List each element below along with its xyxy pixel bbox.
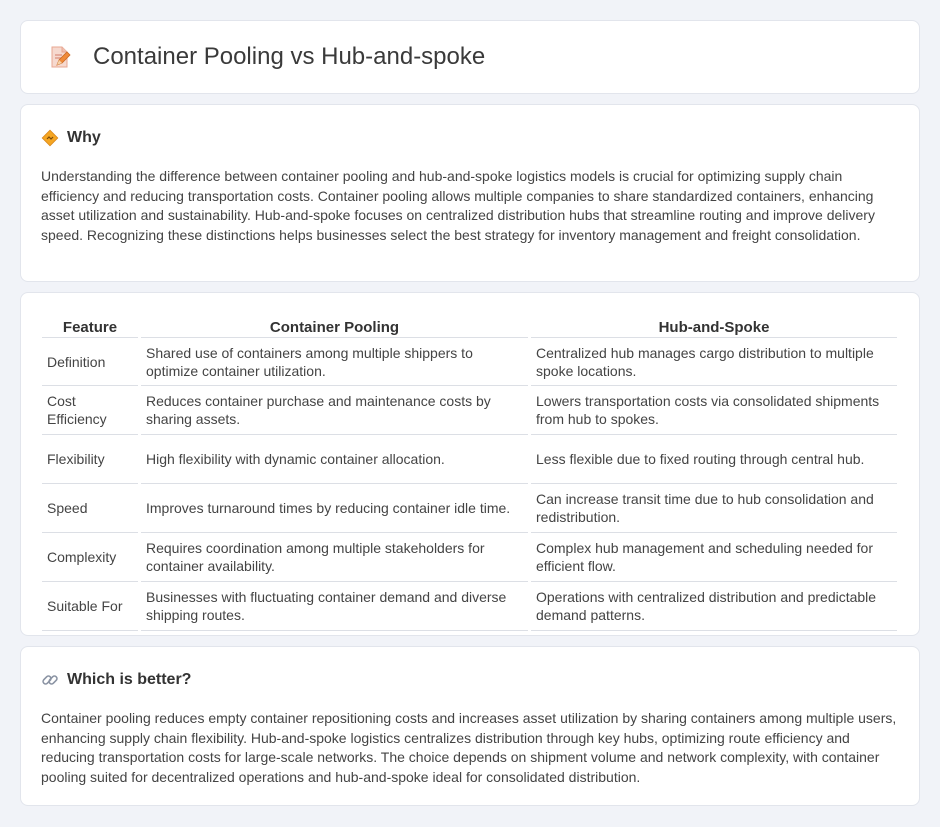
table-row: [42, 386, 897, 435]
container-pooling-cell: Shared use of containers among multiple shippers to optimize container utilization.: [141, 337, 528, 386]
feature-cell: Complexity: [42, 533, 138, 582]
table-row: [42, 337, 897, 386]
table-row: [42, 435, 897, 484]
hub-and-spoke-cell: Less flexible due to fixed routing through central hub.: [531, 435, 897, 484]
column-header: Feature: [62, 319, 118, 336]
column-header: Hub-and-Spoke: [658, 319, 770, 336]
better-heading-row: [41, 669, 899, 691]
feature-cell: Cost Efficiency: [42, 386, 138, 435]
document-pencil-icon: [47, 44, 73, 70]
container-pooling-cell: High flexibility with dynamic container allocation.: [141, 435, 528, 484]
link-icon: [41, 671, 59, 689]
title-card: [20, 20, 920, 94]
comparison-table-card: [20, 292, 920, 636]
page-title: Container Pooling vs Hub-and-spoke: [93, 43, 486, 70]
comparison-table: [39, 313, 900, 631]
why-heading: Why: [67, 129, 101, 146]
column-header: Container Pooling: [269, 319, 400, 336]
feature-cell: Speed: [42, 484, 138, 533]
table-row: [42, 484, 897, 533]
table-row: [42, 582, 897, 631]
better-paragraph: Container pooling reduces empty container repositioning costs and increases asset utilization by sharing containers among multiple users, enhancing supply chain flexibility. Hub-and-spoke logistics centralizes distribution through key hubs, optimizing route efficiency and reducing transportation costs for large-scale networks. The choice depends on shipment volume and network complexity, with container pooling suited for decentralized operations and hub-and-spoke ideal for consolidated distribution.: [41, 710, 897, 785]
why-heading-row: [41, 127, 899, 149]
better-heading: Which is better?: [67, 671, 192, 688]
container-pooling-cell: Businesses with fluctuating container demand and diverse shipping routes.: [141, 582, 528, 631]
page-container: [20, 20, 920, 806]
hub-and-spoke-cell: Centralized hub manages cargo distribution to multiple spoke locations.: [531, 337, 897, 386]
table-row: [42, 533, 897, 582]
container-pooling-cell: Improves turnaround times by reducing container idle time.: [141, 484, 528, 533]
which-is-better-section: [20, 646, 920, 806]
why-section: [20, 104, 920, 282]
diamond-sign-icon: [41, 129, 59, 147]
container-pooling-cell: Reduces container purchase and maintenance costs by sharing assets.: [141, 386, 528, 435]
table-header-row: [42, 313, 897, 337]
why-paragraph: Understanding the difference between container pooling and hub-and-spoke logistics models is crucial for optimizing supply chain efficiency and reducing transportation costs. Container pooling allows multiple companies to share standardized containers, enhancing asset utilization and sustainability. Hub-and-spoke focuses on centralized distribution hubs that streamline routing and improve delivery speed. Recognizing these distinctions helps businesses select the best strategy for inventory management and freight consolidation.: [41, 168, 875, 243]
feature-cell: Suitable For: [42, 582, 138, 631]
hub-and-spoke-cell: Lowers transportation costs via consolidated shipments from hub to spokes.: [531, 386, 897, 435]
container-pooling-cell: Requires coordination among multiple stakeholders for container availability.: [141, 533, 528, 582]
feature-cell: Flexibility: [42, 435, 138, 484]
hub-and-spoke-cell: Complex hub management and scheduling needed for efficient flow.: [531, 533, 897, 582]
feature-cell: Definition: [42, 337, 138, 386]
hub-and-spoke-cell: Can increase transit time due to hub consolidation and redistribution.: [531, 484, 897, 533]
hub-and-spoke-cell: Operations with centralized distribution and predictable demand patterns.: [531, 582, 897, 631]
